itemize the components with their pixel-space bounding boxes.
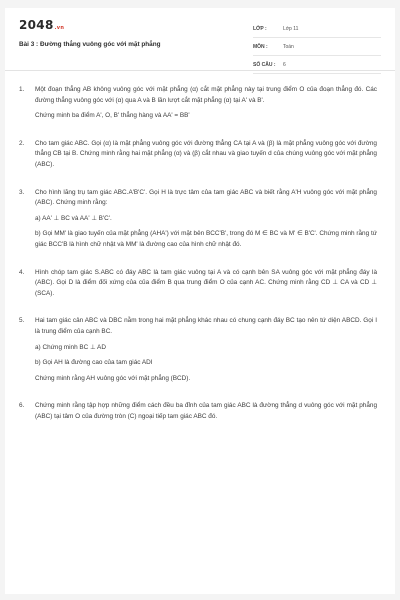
- problem-content: [35, 268, 377, 305]
- problem-content: [35, 401, 377, 427]
- problem-text: Hình chóp tam giác S.ABC có đáy ABC là tam giác vuông tại A và có cạnh bên SA vuông góc với mặt phẳng đáy là (ABC). Gọi D là điểm đối xứng của của điểm B qua trung điểm O của cạnh AC. Chứng minh rằng CD ⊥ CA và CD ⊥ (SCA).: [35, 268, 377, 297]
- problem-text: Cho hình lăng trụ tam giác ABC.A'B'C'. Gọi H là trực tâm của tam giác ABC và biết rằng A'H vuông góc với mặt phẳng (ABC). Chứng minh rằng:: [35, 188, 377, 207]
- problem-number: 4.: [19, 268, 25, 276]
- problem-number: 5.: [19, 317, 25, 325]
- problem-text: Chứng minh ba điểm A', O, B' thẳng hàng và AA' = BB': [35, 112, 190, 120]
- problem-content: [35, 188, 377, 256]
- problem-text: b) Gọi AH là đường cao của tam giác ADI: [35, 359, 153, 367]
- problem-number: 1.: [19, 86, 25, 93]
- worksheet-page: [5, 8, 395, 594]
- problem-text: Hai tam giác cân ABC và DBC nằm trong hai mặt phẳng khác nhau có chung cạnh đáy BC tạo nên tứ diện ABCD. Gọi I là trung điểm của cạnh BC.: [35, 317, 377, 335]
- problem-text: Cho tam giác ABC. Gọi (α) là mặt phẳng vuông góc với đường thẳng CA tại A và (β) là mặt phẳng vuông góc với đường thẳng CB tại B. Chứng minh rằng hai mặt phẳng (α) và (β) cắt nhau và giao tuyến d của chúng vuông góc với mặt phẳng (ABC).: [35, 139, 377, 168]
- problem-number: 3.: [19, 188, 25, 196]
- problem-content: [35, 85, 377, 127]
- problem-number: 6.: [19, 402, 25, 410]
- problem-text: b) Gọi MM' là giao tuyến của mặt phẳng (AHA') với mặt bên BCC'B', trong đó M ∈ BC và M' ∈ B'C'. Chứng minh rằng tứ giác BCC'B là hình chữ nhật và MM' là đường cao của hình chữ nhật đó.: [35, 230, 377, 248]
- lesson-title: Bài 3 : Đường thẳng vuông góc với mặt phẳng: [19, 41, 161, 48]
- problem-list: [5, 71, 395, 427]
- problem-number: 2.: [19, 139, 25, 147]
- problem-text: Một đoạn thẳng AB không vuông góc với mặt phẳng (α) cắt mặt phẳng này tại trung điểm O của đoạn thẳng đó. Các đường thẳng vuông góc với (α) qua A và B lần lượt cắt mặt phẳng (α) tại A' và B'.: [35, 86, 377, 104]
- logo-main: 2048: [19, 18, 54, 32]
- problem-text: a) AA' ⊥ BC và AA' ⊥ B'C'.: [35, 214, 112, 222]
- problem-content: [35, 139, 377, 176]
- problem-item: [19, 85, 377, 127]
- problem-content: [35, 316, 377, 389]
- worksheet-header: [5, 8, 395, 71]
- problem-item: [19, 188, 377, 256]
- meta-row-question-count: [253, 56, 381, 74]
- problem-item: [19, 401, 377, 427]
- meta-row-class: [253, 20, 381, 38]
- meta-row-subject: [253, 38, 381, 56]
- problem-item: [19, 316, 377, 389]
- meta-value: 6: [283, 61, 286, 68]
- logo-sub: .vn: [54, 25, 65, 31]
- problem-item: [19, 268, 377, 305]
- meta-label: MÔN :: [253, 43, 268, 50]
- problem-text: Chứng minh rằng AH vuông góc với mặt phẳng (BCD).: [35, 374, 191, 382]
- problem-item: [19, 139, 377, 176]
- problem-text: Chứng minh rằng tập hợp những điểm cách đều ba đỉnh của tam giác ABC là đường thẳng d vuông góc với mặt phẳng (ABC) tại tâm O của đường tròn (C) ngoại tiếp tam giác ABC đó.: [35, 402, 377, 420]
- meta-table: [253, 20, 381, 74]
- meta-label: SỐ CÂU :: [253, 61, 276, 68]
- meta-value: Toán: [283, 43, 294, 50]
- meta-value: Lớp 11: [283, 25, 299, 32]
- meta-label: LỚP :: [253, 25, 267, 32]
- problem-text: a) Chứng minh BC ⊥ AD: [35, 343, 106, 351]
- site-logo[interactable]: [19, 18, 64, 32]
